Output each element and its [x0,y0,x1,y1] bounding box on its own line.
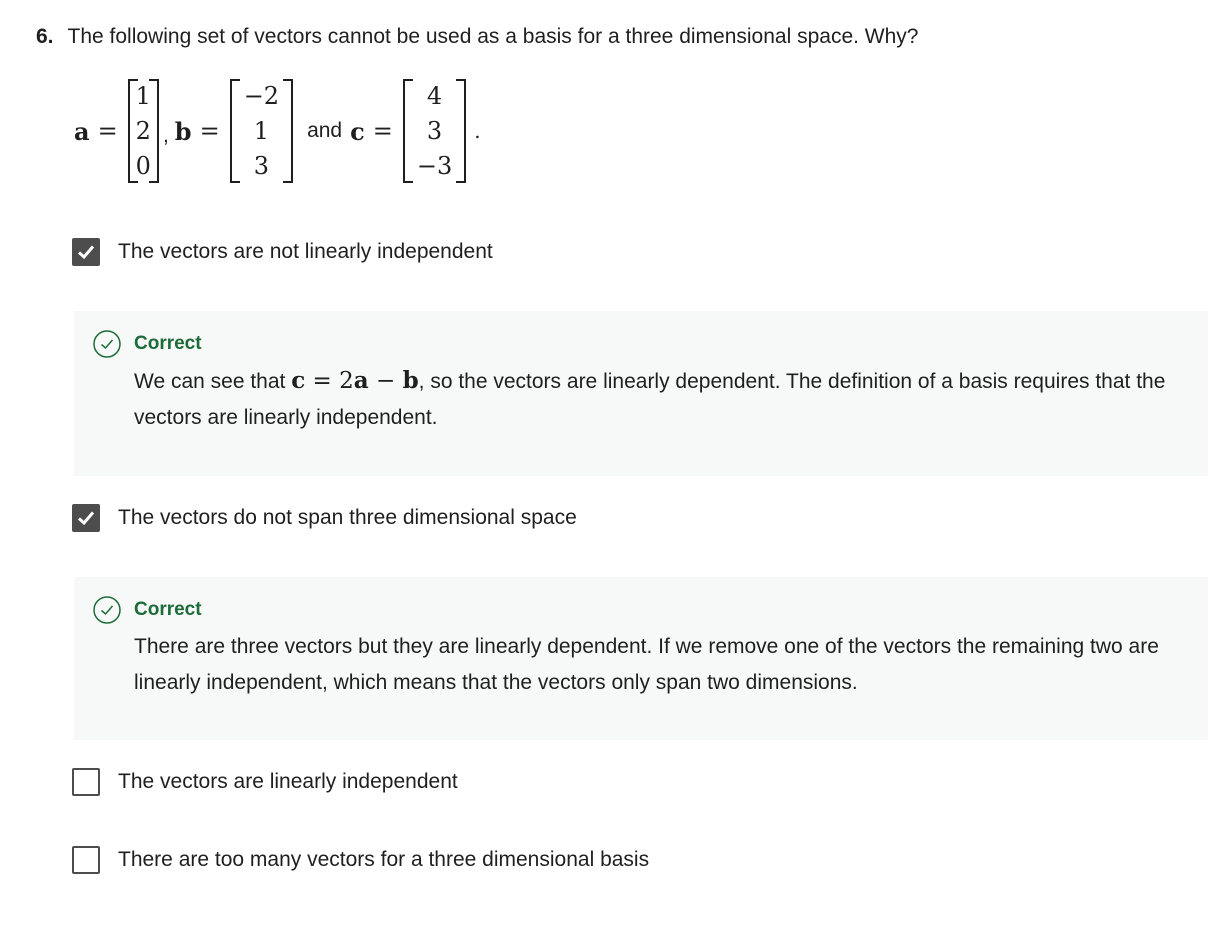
option-label: There are too many vectors for a three dimensional basis [118,848,650,871]
option-not-linearly-independent[interactable] [72,238,493,266]
checkmark-icon [76,242,96,262]
option-too-many-vectors[interactable] [72,846,649,874]
check-circle-icon [92,595,122,625]
equals-sign: = [372,117,393,145]
vector-c-entry: 3 [426,116,443,145]
feedback-panel [74,311,1208,476]
and-text: and [307,119,343,142]
equals-sign: = [199,117,220,145]
checkbox-unchecked[interactable] [72,768,100,796]
vector-a-entry: 1 [135,82,151,111]
comma-separator: , [162,124,169,147]
option-label: The vectors are not linearly independent [118,240,493,263]
vector-a-entry: 0 [135,151,151,180]
vector-b-matrix [230,79,293,183]
feedback-text: We can see that c = 2a − b, so the vectors are linearly dependent. The definition of a basis requires that the vectors are linearly independent. [134,367,1166,429]
vector-c-matrix [403,79,466,183]
vector-a-label: a [74,116,90,146]
equals-sign: = [97,117,118,145]
feedback-panel [74,577,1208,740]
vector-c-label: c [350,116,365,146]
vector-c-entry: 4 [426,82,443,111]
question-text: The following set of vectors cannot be used as a basis for a three dimensional space. Why? [67,25,919,48]
checkmark-icon [76,508,96,528]
feedback-text: There are three vectors but they are linearly dependent. If we remove one of the vectors the remaining two are linearly independent, which means that the vectors only span two dimensions. [134,635,1159,694]
checkbox-checked[interactable] [72,238,100,266]
feedback-title: Correct [134,599,202,620]
vector-a-matrix [128,79,159,183]
checkbox-unchecked[interactable] [72,846,100,874]
period: . [474,119,481,143]
vector-c-entry: −3 [416,151,453,180]
option-label: The vectors do not span three dimensional space [118,506,577,529]
vector-b-entry: −2 [243,82,280,111]
vector-a-entry: 2 [135,116,151,145]
vector-b-label: b [174,116,192,146]
option-linearly-independent[interactable] [72,768,458,796]
question-header [36,22,918,52]
option-do-not-span[interactable] [72,504,577,532]
vector-b-entry: 3 [253,151,270,180]
vector-definitions [74,76,481,186]
checkbox-checked[interactable] [72,504,100,532]
feedback-title: Correct [134,333,202,354]
question-number: 6. [36,25,54,48]
option-label: The vectors are linearly independent [118,770,458,793]
vector-b-entry: 1 [253,116,270,145]
check-circle-icon [92,329,122,359]
